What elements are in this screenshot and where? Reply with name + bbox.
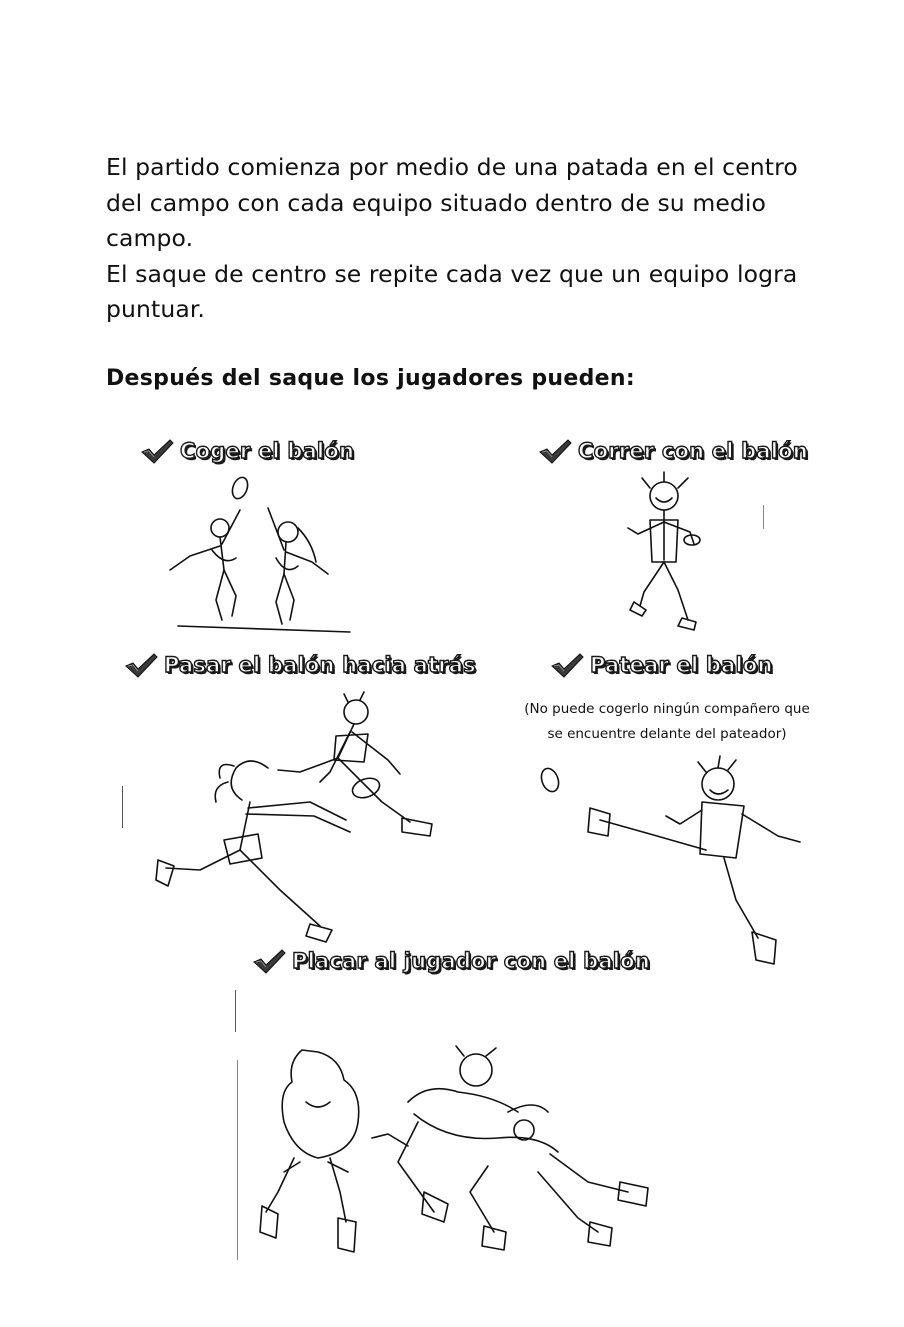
action-run-label: Correr con el balón <box>578 439 808 463</box>
illustration-kick <box>530 750 820 980</box>
scan-mark <box>763 505 764 529</box>
check-mark-icon <box>252 948 286 974</box>
illustration-tackle <box>258 1042 658 1272</box>
intro-line-4: El saque de centro se repite cada vez que un equipo logra <box>106 259 798 288</box>
check-mark-icon <box>124 652 158 678</box>
action-kick <box>550 652 773 678</box>
intro-line-5: puntuar. <box>106 295 205 323</box>
action-catch <box>140 438 354 464</box>
check-mark-icon <box>538 438 572 464</box>
action-pass <box>124 652 476 678</box>
check-mark-icon <box>550 652 584 678</box>
action-catch-label: Coger el balón <box>180 439 355 463</box>
action-pass-label: Pasar el balón hacia atrás <box>164 653 476 677</box>
kick-note-line-1: (No puede cogerlo ningún compañero que <box>524 701 810 717</box>
action-run <box>538 438 808 464</box>
scan-mark <box>235 990 236 1032</box>
kick-note-line-2: se encuentre delante del pateador) <box>547 726 787 742</box>
action-tackle-label: Placar al jugador con el balón <box>292 949 650 973</box>
kick-note <box>512 697 822 747</box>
action-kick-label: Patear el balón <box>590 653 773 677</box>
intro-line-1: El partido comienza por medio de una patada en el centro <box>106 153 798 181</box>
scan-mark <box>237 1060 238 1260</box>
check-mark-icon <box>140 438 174 464</box>
illustration-run <box>604 470 734 640</box>
intro-line-3: campo. <box>106 224 194 252</box>
scan-mark <box>122 786 123 828</box>
lead-heading: Después del saque los jugadores pueden: <box>106 366 635 391</box>
intro-paragraph <box>106 150 806 328</box>
illustration-catch <box>140 470 360 650</box>
illustration-pass <box>150 690 450 950</box>
intro-line-2: del campo con cada equipo situado dentro de su medio <box>106 188 767 217</box>
